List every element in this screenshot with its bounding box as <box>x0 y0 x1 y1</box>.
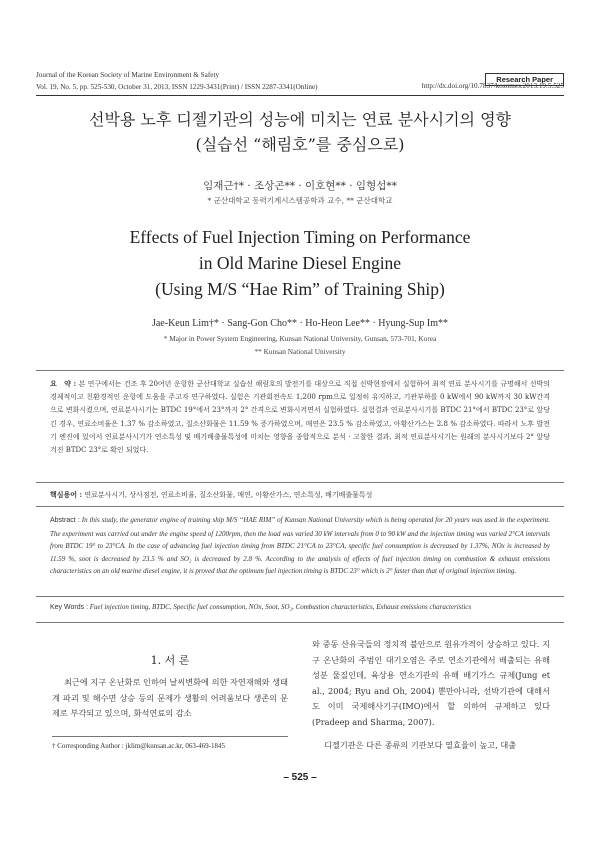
title-en-line1: Effects of Fuel Injection Timing on Performance <box>129 227 471 247</box>
research-paper-badge: Research Paper <box>485 73 564 86</box>
header-rule <box>36 95 564 96</box>
abstract-ko <box>50 377 550 457</box>
section-heading-intro: 1. 서 론 <box>150 654 190 667</box>
authors-en: Jae-Keun Lim†* · Sang-Gon Cho** · Ho-Heon Lee** · Hyung-Sup Im** <box>151 318 449 329</box>
intro-right-paragraph-1: 와 중동 산유국들의 정치적 불안으로 원유가격이 상승하고 있다. 지구 온난화의 주범인 대기오염은 주로 연소기관에서 배출되는 유해성분 물질인데, 육상용 연소기관의 유해 배기가스 규제(Jung et al., 2004; Ryu and Oh, 2004) 뿐만아니라, 선박기관에 대해서도 이미 국제해사기구(IMO)에서 할 의하여 규제하고 있다(Pradeep and Sharma, 2007). <box>312 639 550 727</box>
doi-link[interactable]: http://dx.doi.org/10.7837/kosomes.2013.19.5.525 <box>421 82 564 90</box>
title-ko-line2: (실습선 “해림호”를 중심으로) <box>195 135 405 154</box>
keywords-ko-text: 연료분사시기, 상사점전, 연료소비율, 질소산화물, 매연, 아황산가스, 연소특성, 배기배출물특성 <box>84 491 373 499</box>
abstract-en-text: In this study, the generator engine of training ship M/S “HAE RIM” of Kunsan National University which is being operated for 20 years was used in the experiment. The experiment was carried out under the engine speed of 1200rpm, then the load was varied 30 kW intervals from 0 to 90 kW and the injection timing was varied 2°CA intervals from BTDC 19° to 23°CA. In the case of advancing fuel injection timing from BTDC 21°CA to 23°CA, specific fuel consumption is decreased by 1.37%, NOx is increased by 11.59 %, soot is decreased by 23.5 % and SO₂ is decreased by 2.8 %. According to the analysis of effects of fuel injection timing on combustion & exhaust emissions characteristics on an old marine diesel engine, it is proved that the optimum fuel injection timing is BTDC 23° which is 2° faster than that of original injection timing. <box>50 516 551 576</box>
keywords-ko-label: 핵심용어 : <box>50 490 83 499</box>
footnote-rule <box>52 736 288 737</box>
keywords-ko-rule <box>36 506 564 507</box>
abstract-ko-text: 본 연구에서는 건조 후 20여년 운항한 군산대학교 실습선 해림호의 발전기를 대상으로 직접 선박현장에서 실험하여 최적 연료 분사시기를 규명해서 선박의 경제적이고 친환경적인 운항에 도움을 주고자 연구하였다. 실험은 기관회전속도 1,200 rpm으로 일정히 유지하고, 기관부하를 0 kW에서 90 kW까지 30 kW간격으로 변화시켰으며, 연료분사시기는 BTDC 19°에서 23°까지 2° 간격으로 변화시켜면서 실험하였다. 실험결과 연료분사시기를 BTDC 21°에서 BTDC 23°로 앞당긴 경우, 연료소비율은 1.37 % 감소하였고, 질소산화물은 11.59 % 증가하였으며, 매연은 23.5 % 감소하였고, 아황산가스는 2.8 % 감소하였다. 따라서 노후 발전기 엔진에 있어서 연료분사시기가 연소특성 및 배기배출물특성에 미치는 영향을 종합적으로 분석 · 고찰한 결과, 최적 연료분사시기는 원래의 분사시기보다 2° 앞당겨진 BTDC 23°로 확인 되었다. <box>50 380 551 455</box>
keywords-en-text: Fuel injection timing, BTDC, Specific fuel consumption, NOx, Soot, SO₂, Combustion characteristics, Exhaust emissions characteristics <box>89 603 472 611</box>
authors-ko: 임재근†* · 조상곤** · 이호현** · 임형섭** <box>203 180 397 192</box>
title-en-line3: (Using M/S “Hae Rim” of Training Ship) <box>155 279 445 299</box>
footnote-corresponding-author: † Corresponding Author : jklim@kunsan.ac.kr, 063-469-1845 <box>52 742 225 750</box>
affiliation-en-line1: * Major in Power System Engineering, Kunsan National University, Gunsan, 573-701, Korea <box>163 334 437 343</box>
intro-right-paragraph-2: 디젤기관은 다른 종류의 기관보다 열효율이 높고, 대출 <box>324 740 517 750</box>
journal-name: Journal of the Korean Society of Marine Environment & Safety <box>36 71 220 79</box>
volume-info: Vol. 19, No. 5, pp. 525-530, October 31, 2013, ISSN 1229-3431(Print) / ISSN 2287-3341(Online) <box>36 83 318 91</box>
intro-left-paragraph: 최근에 지구 온난화로 인하여 날씨변화에 의한 자연재해와 생태계 파괴 및 해수면 상승 등의 문제가 생활의 어려움보다 생존의 문제로 부각되고 있으며, 화석연료의 감소 <box>52 677 288 719</box>
affiliation-ko: * 군산대학교 동력기계시스템공학과 교수, ** 군산대학교 <box>207 196 393 205</box>
page-number: – 525 – <box>283 772 317 783</box>
keywords-ko <box>50 488 550 502</box>
keywords-en <box>50 603 550 611</box>
title-ko-line1: 선박용 노후 디젤기관의 성능에 미치는 연료 분사시기의 영향 <box>88 110 511 129</box>
keywords-en-rule <box>36 622 564 623</box>
abstract-ko-rule <box>36 482 564 483</box>
keywords-en-label: Key Words : <box>50 604 88 611</box>
abstract-ko-label: 요 약 : <box>50 379 77 388</box>
affiliation-en-line2: ** Kunsan National University <box>254 347 346 356</box>
abstract-top-rule <box>36 370 564 371</box>
abstract-en-label: Abstract : <box>50 517 80 524</box>
abstract-en-rule <box>36 596 564 597</box>
abstract-en <box>50 514 550 578</box>
title-en-line2: in Old Marine Diesel Engine <box>198 253 402 273</box>
